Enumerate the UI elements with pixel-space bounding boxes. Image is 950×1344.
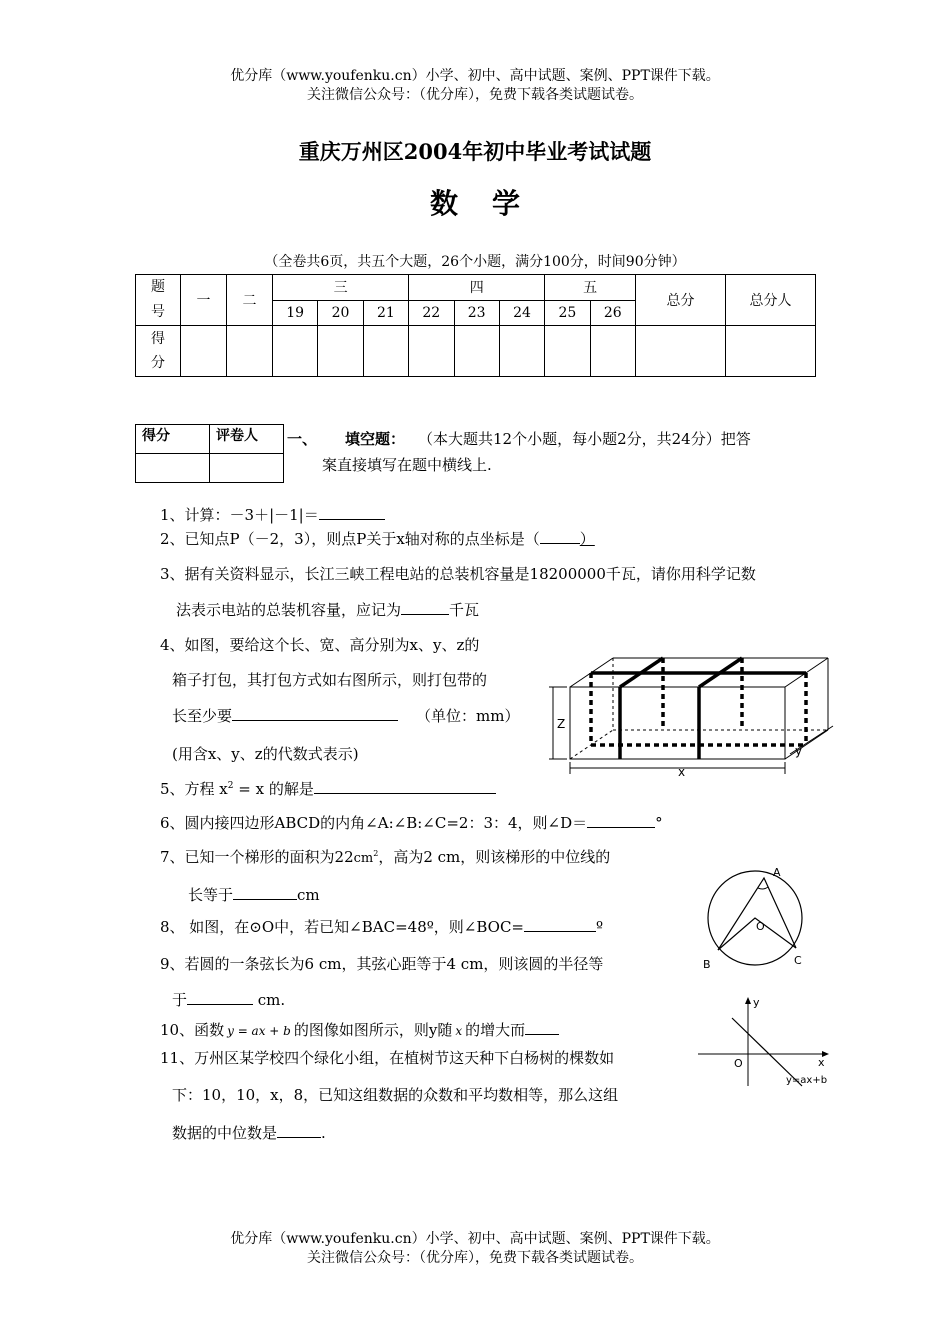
score-cell[interactable] [273,326,318,377]
score-cell[interactable] [181,326,227,377]
part1-desc-1: （本大题共12个小题，每小题2分，共24分）把答 [418,430,751,448]
part1-number: 一、 [287,430,318,448]
question-11a: 11、万州区某学校四个绿化小组，在植树节这天种下白杨树的棵数如 [160,1049,615,1067]
grader-score-label: 得分 [136,425,210,454]
question-4a: 4、如图，要给这个长、宽、高分别为x、y、z的 [160,636,480,654]
header-line-2: 关注微信公众号：（优分库），免费下载各类试题试卷。 [307,87,643,103]
answer-blank[interactable] [540,528,580,544]
line-equation-label: y=ax+b [786,1075,828,1086]
answer-blank[interactable] [401,599,449,615]
score-cell[interactable] [454,326,499,377]
question-7b: 长等于 cm [188,886,320,904]
score-cell[interactable] [726,326,816,377]
box-front-face [570,687,785,759]
answer-blank[interactable] [277,1122,321,1138]
score-cell[interactable] [545,326,590,377]
question-1: 1、计算：－3＋|－1|＝ [160,504,385,525]
box-figure [545,650,850,780]
q25-header: 25 [545,300,590,326]
score-cell[interactable] [636,326,726,377]
score-cell[interactable] [318,326,363,377]
section-5-header: 五 [545,275,636,301]
grader-name-label: 评卷人 [210,425,284,454]
angle-arc [758,887,768,889]
question-5: 5、方程 $x^2 = x$ 的解是 [160,778,496,799]
label-c: C [794,954,802,967]
question-4b: 箱子打包，其打包方式如右图所示，则打包带的 [172,671,488,689]
answer-blank[interactable] [232,705,398,721]
label-a: A [773,866,781,879]
exam-title: 重庆万州区2004年初中毕业考试试题 [298,139,652,164]
question-7a: 7、已知一个梯形的面积为$22cm^2$，高为2 cm，则该梯形的中位线的 [160,848,611,866]
question-3a: 3、据有关资料显示，长江三峡工程电站的总装机容量是18200000千瓦，请你用科学记数 [160,565,756,583]
question-number-label: 题 号 [136,275,181,326]
section-3-header: 三 [273,275,409,301]
answer-blank[interactable] [319,504,385,520]
question-4c: 长至少要 （单位：mm） [172,707,520,725]
grader-name-cell[interactable] [210,454,284,483]
q23-header: 23 [454,300,499,326]
question-4d: (用含x、y、z的代数式表示) [172,745,359,763]
answer-blank[interactable] [524,916,596,932]
section-2-header: 二 [227,275,273,326]
box-label-x: x [678,765,686,779]
label-o: O [756,920,765,933]
score-cell[interactable] [363,326,408,377]
grader-score-cell[interactable] [136,454,210,483]
answer-blank[interactable] [233,884,297,900]
grader-box [135,424,284,483]
exam-info: （全卷共6页，共五个大题，26个小题，满分100分，时间90分钟） [264,254,686,270]
answer-blank[interactable] [187,989,253,1005]
score-cell[interactable] [499,326,544,377]
question-2: 2、已知点P（－2，3），则点P关于x轴对称的点坐标是（ ） [160,530,595,548]
axis-label-x: x [818,1056,825,1069]
footer-line-1: 优分库（www.youfenku.cn）小学、初中、高中试题、案例、PPT课件下载。 [230,1231,720,1247]
score-cell[interactable] [590,326,635,377]
answer-blank[interactable] [525,1019,559,1035]
origin-label: O [734,1057,743,1070]
box-label-y: y [795,744,803,758]
score-cell[interactable] [409,326,454,377]
line-graph-figure [698,996,838,1090]
q21-header: 21 [363,300,408,326]
question-11c: 数据的中位数是 . [172,1124,326,1142]
answer-blank[interactable] [587,812,655,828]
total-header: 总分 [636,275,726,326]
question-6: 6、圆内接四边形ABCD的内角∠A:∠B:∠C=2：3：4，则∠D＝ ° [160,814,663,832]
part1-name: 填空题： [345,430,406,448]
question-11b: 下：10，10，x，8，已知这组数据的众数和平均数相等，那么这组 [172,1086,619,1104]
section-4-header: 四 [409,275,545,301]
part1-desc-2: 案直接填写在题中横线上. [322,456,492,474]
question-9b: 于 cm. [172,991,286,1009]
question-9a: 9、若圆的一条弦长为6 cm，其弦心距等于4 cm，则该圆的半径等 [160,955,604,973]
score-row-label: 得 分 [136,326,181,377]
q26-header: 26 [590,300,635,326]
question-10: 10、函数 y = ax + b 的图像如图所示，则y随 x 的增大而 [160,1019,559,1040]
circle-figure [700,862,810,974]
label-b: B [703,958,711,971]
question-3b: 法表示电站的总装机容量，应记为 千瓦 [176,601,480,619]
axis-label-y: y [753,996,760,1009]
q19-header: 19 [273,300,318,326]
q20-header: 20 [318,300,363,326]
section-1-header: 一 [181,275,227,326]
question-8: 8、 如图，在⊙O中，若已知∠BAC=48º，则∠BOC= º [160,918,604,936]
q22-header: 22 [409,300,454,326]
header-line-1: 优分库（www.youfenku.cn）小学、初中、高中试题、案例、PPT课件下载。 [230,68,720,84]
exam-subject: 数学 [429,187,554,220]
score-cell[interactable] [227,326,273,377]
total-person-header: 总分人 [726,275,816,326]
q24-header: 24 [499,300,544,326]
box-label-z: Z [557,717,566,731]
score-table [135,274,816,377]
footer-line-2: 关注微信公众号：（优分库），免费下载各类试题试卷。 [307,1250,643,1266]
answer-blank[interactable] [314,778,496,794]
